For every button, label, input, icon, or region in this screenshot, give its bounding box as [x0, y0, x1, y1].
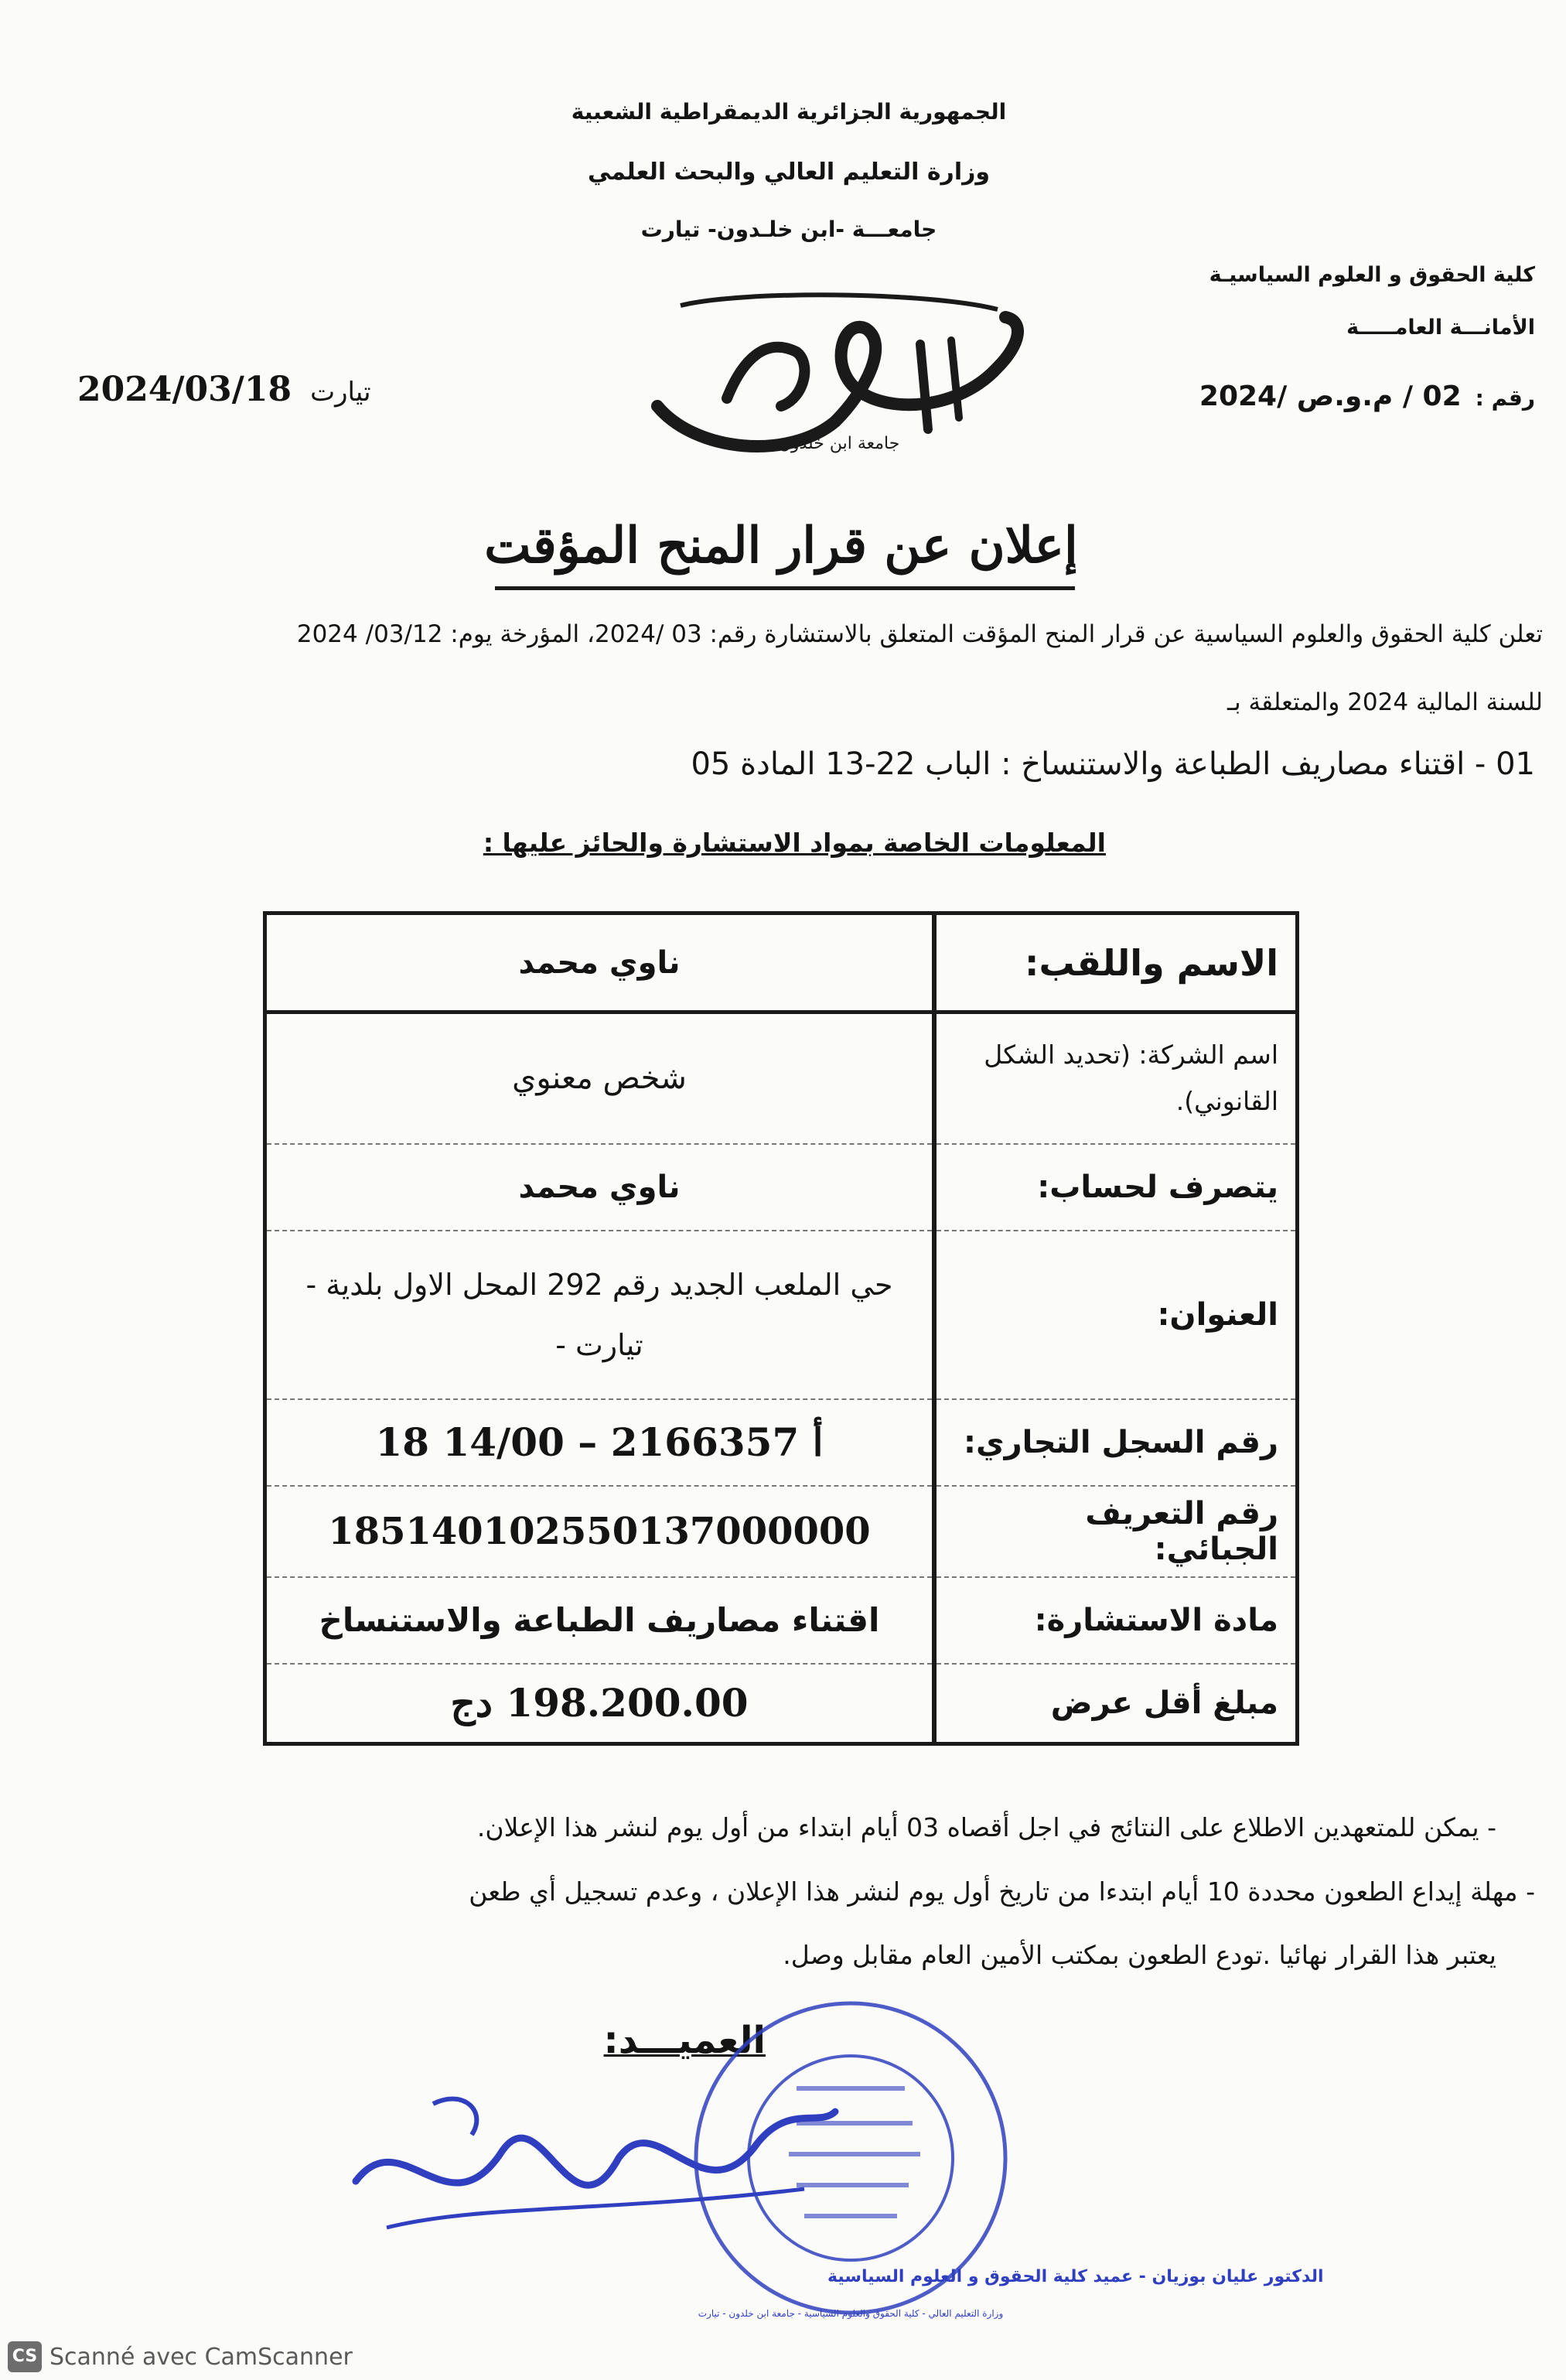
register-label: رقم السجل التجاري:	[934, 1399, 1298, 1486]
camscanner-logo: CS	[8, 2341, 42, 2372]
secretariat-header: الأمانـــة العامـــــة	[1346, 316, 1535, 340]
address-label: العنوان:	[934, 1231, 1298, 1399]
tax-value: 185140102550137000000	[265, 1486, 935, 1577]
reference-line	[1199, 381, 1535, 412]
name-label: الاسم واللقب:	[934, 913, 1298, 1012]
camscanner-footer: Scanné avec CamScanner	[49, 2344, 353, 2371]
intro-line-1: تعلن كلية الحقوق والعلوم السياسية عن قرار المنح المؤقت المتعلق بالاستشارة رقم: 03 /2024، المؤرخة يوم: 03/12/ 2024	[296, 620, 1543, 648]
register-value: 18 أ 2166357 – 14/00	[265, 1399, 935, 1486]
info-subheading: المعلومات الخاصة بمواد الاستشارة والحائز عليها :	[483, 828, 1106, 858]
university-logo	[634, 275, 1044, 456]
company-value: شخص معنوي	[265, 1012, 935, 1144]
table-row-account	[265, 1144, 1298, 1231]
subject-value: اقتناء مصاريف الطباعة والاستنساخ	[265, 1577, 935, 1664]
stamp-text: وزارة التعليم العالي - كلية الحقوق والعلوم السياسية - جامعة ابن خلدون - تيارت	[698, 2308, 1004, 2319]
name-value: ناوي محمد	[265, 913, 935, 1012]
university-header: جامعـــة -ابن خلـدون- تيارت	[640, 217, 937, 242]
table-row-subject	[265, 1577, 1298, 1664]
faculty-header: كلية الحقوق و العلوم السياسيـة	[1209, 263, 1535, 287]
signature-text: الدكتور عليان بوزيان - عميد كلية الحقوق و العلوم السياسية	[827, 2267, 1324, 2286]
dean-signature	[340, 2057, 1324, 2305]
table-row-name	[265, 913, 1298, 1012]
page-title: إعلان عن قرار المنح المؤقت	[484, 517, 1078, 575]
subject-label: مادة الاستشارة:	[934, 1577, 1298, 1664]
account-label: يتصرف لحساب:	[934, 1144, 1298, 1231]
table-row-address	[265, 1231, 1298, 1399]
ministry-header: وزارة التعليم العالي والبحث العلمي	[587, 159, 991, 186]
republic-header: الجمهورية الجزائرية الديمقراطية الشعبية	[571, 99, 1007, 125]
amount-label: مبلغ أقل عرض	[934, 1664, 1298, 1744]
company-label-cell	[934, 1012, 1298, 1144]
table-row-company	[265, 1012, 1298, 1144]
date-line	[77, 370, 371, 409]
account-value: ناوي محمد	[265, 1144, 935, 1231]
issue-date: 2024/03/18	[77, 370, 292, 409]
award-info-table	[263, 911, 1299, 1746]
logo-text: جامعة ابن خلدون	[778, 434, 900, 453]
note-results: - يمكن للمتعهدين الاطلاع على النتائج في اجل أقصاه 03 أيام ابتداء من أول يوم لنشر هذا الإعلان.	[476, 1812, 1496, 1842]
title-underline	[495, 586, 1075, 590]
amount-value: 198.200.00 دج	[450, 1680, 749, 1726]
note-final: يعتبر هذا القرار نهائيا .تودع الطعون بمكتب الأمين العام مقابل وصل.	[783, 1940, 1496, 1970]
tax-label: رقم التعريف الجبائي:	[934, 1486, 1298, 1577]
note-appeals: - مهلة إيداع الطعون محددة 10 أيام ابتدءا من تاريخ أول يوم لنشر هذا الإعلان ، وعدم تسجيل أي طعن	[469, 1876, 1535, 1907]
intro-line-2: للسنة المالية 2024 والمتعلقة بـ	[1227, 688, 1543, 716]
company-label: اسم الشركة: (تحديد الشكل القانوني).	[984, 1040, 1278, 1117]
address-value: حي الملعب الجديد رقم 292 المحل الاول بلدية - تيارت -	[265, 1231, 935, 1399]
table-row-tax	[265, 1486, 1298, 1577]
item-line: 01 - اقتناء مصاريف الطباعة والاستنساخ : الباب 22-13 المادة 05	[691, 746, 1535, 782]
city-label: تيارت	[310, 377, 371, 408]
ref-number: 02 / م.و.ص /2024	[1199, 381, 1462, 412]
ref-label: رقم :	[1475, 385, 1535, 411]
dean-label: العميـــد:	[603, 2019, 766, 2062]
table-row-register	[265, 1399, 1298, 1486]
table-row-amount	[265, 1664, 1298, 1744]
